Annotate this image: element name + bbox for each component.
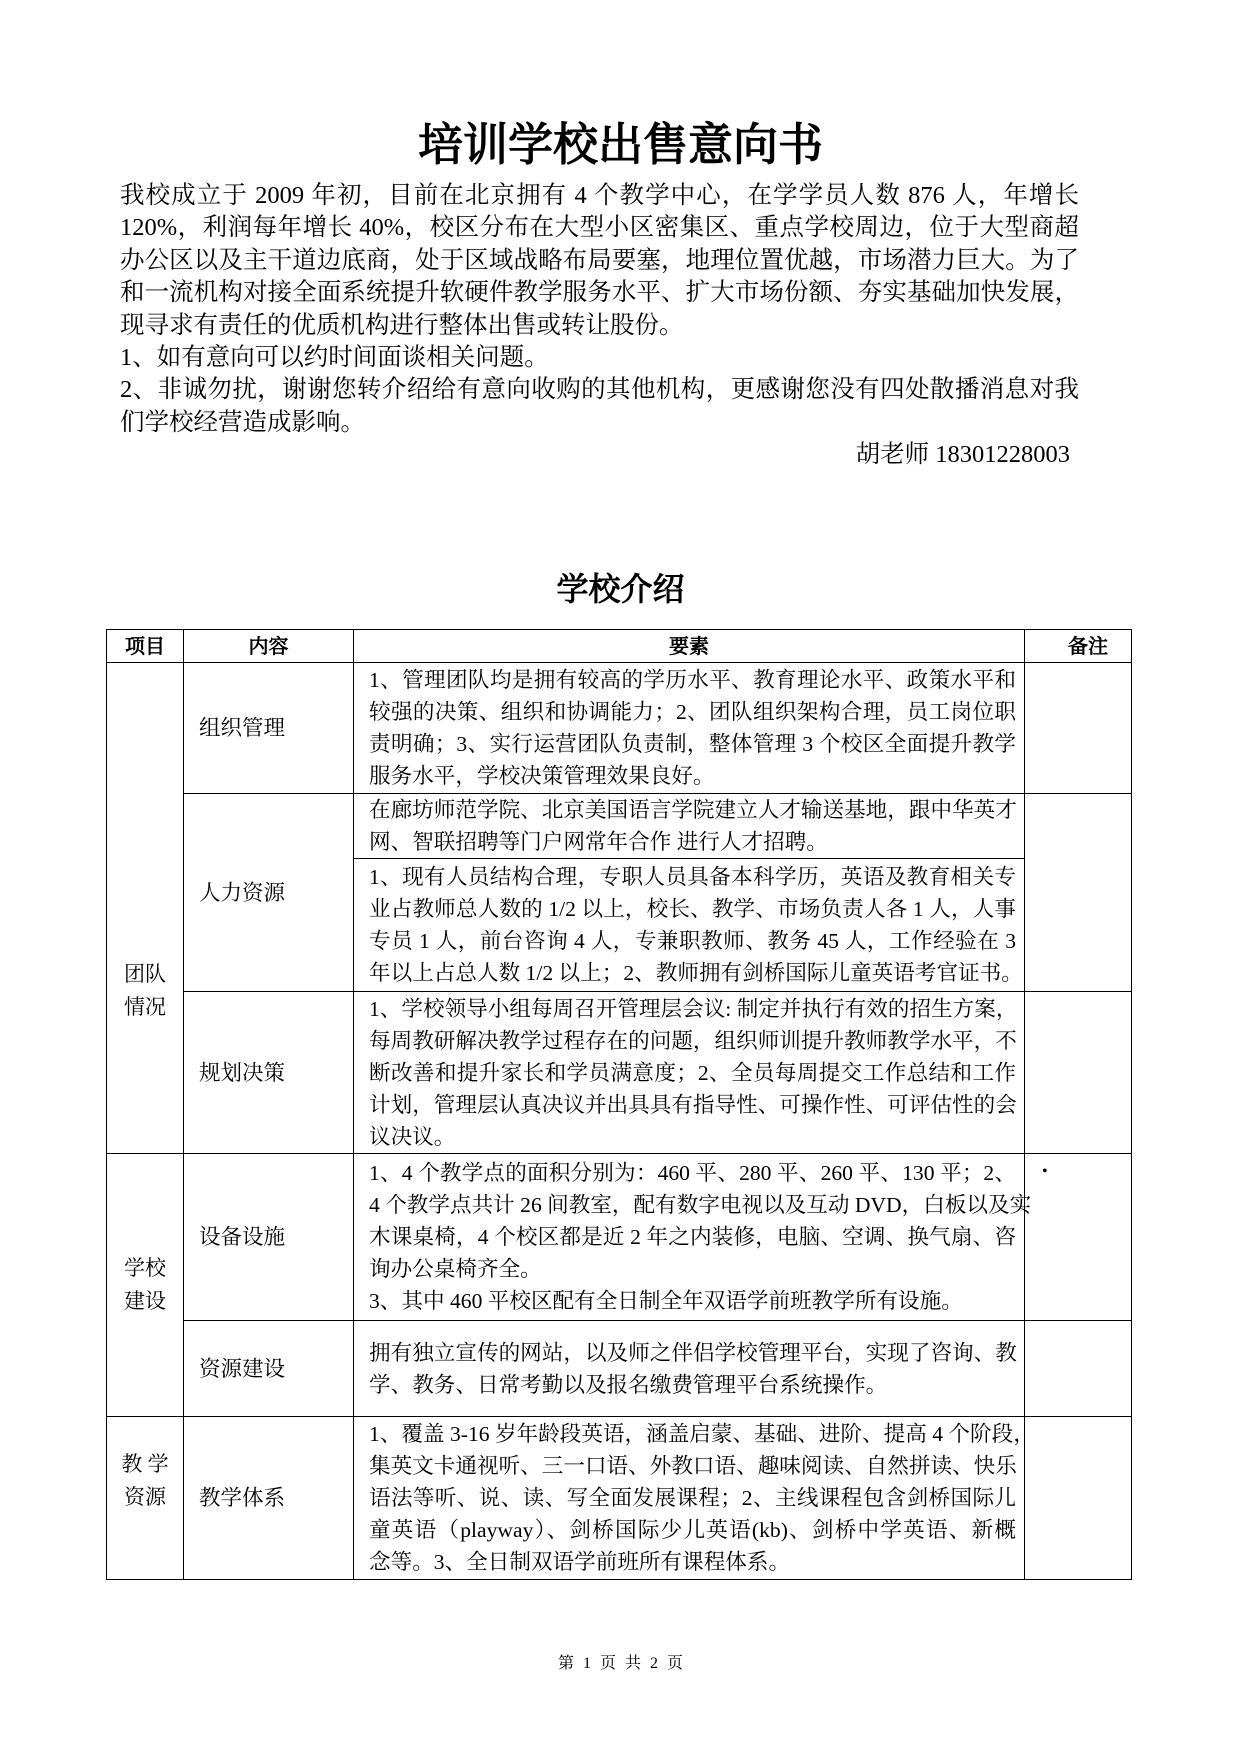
elements-line: 年以上占总人数 1/2 以上；2、教师拥有剑桥国际儿童英语考官证书。 [369, 961, 1023, 985]
group-label-line: 学校 [124, 1256, 166, 1280]
elements-line: 1、覆盖 3-16 岁年龄段英语，涵盖启蒙、基础、进阶、提高 4 个阶段， [369, 1422, 1035, 1446]
table-row [107, 992, 1132, 1154]
elements-line: 网、智联招聘等门户网常年合作 进行人才招聘。 [369, 830, 828, 854]
notes-cell [1025, 1321, 1132, 1417]
elements-line: 断改善和提升家长和学员满意度；2、全员每周提交工作总结和工作 [369, 1060, 1016, 1085]
elements-line: 1、4 个教学点的面积分别为：460 平、280 平、260 平、130 平；2、 [369, 1161, 1016, 1185]
intro-line: 我校成立于 2009 年初，目前在北京拥有 4 个教学中心，在学学员人数 876 人，年增长 [120, 182, 1079, 209]
elements-line: 3、其中 460 平校区配有全日制全年双语学前班教学所有设施。 [369, 1289, 963, 1313]
elements-line: 1、学校领导小组每周召开管理层会议: 制定并执行有效的招生方案， [369, 996, 1018, 1021]
elements-line: 计划，管理层认真决议并出具具有指导性、可操作性、可评估性的会 [369, 1092, 1017, 1117]
elements-cell [354, 992, 1025, 1154]
intro-item-2 [120, 374, 1079, 439]
elements-line: 学、教务、日常考勤以及报名缴费管理平台系统操作。 [369, 1372, 888, 1397]
table-row [107, 1321, 1132, 1417]
content-label: 设备设施 [184, 1154, 354, 1321]
elements-line: 业占教师总人数的 1/2 以上，校长、教学、市场负责人各 1 人，人事 [369, 897, 1016, 921]
elements-line: 集英文卡通视听、三一口语、外教口语、趣味阅读、自然拼读、快乐 [369, 1454, 1017, 1478]
notes-cell [1025, 992, 1132, 1154]
elements-cell [354, 794, 1025, 859]
table-row [107, 1417, 1132, 1580]
elements-line: 服务水平，学校决策管理效果良好。 [369, 764, 715, 788]
intro-item-1 [120, 342, 1079, 374]
bullet-mark: • [1042, 1163, 1048, 1180]
table-header-row [107, 630, 1132, 663]
elements-line: 每周教研解决教学过程存在的问题，组织师训提升教师教学水平，不 [369, 1028, 1017, 1053]
intro-paragraph [120, 180, 1079, 342]
table-row [107, 663, 1132, 794]
document-title: 培训学校出售意向书 [417, 118, 823, 171]
elements-line: 木课桌椅，4 个校区都是近 2 年之内装修，电脑、空调、换气扇、咨 [369, 1225, 1016, 1249]
content-label: 资源建设 [184, 1321, 354, 1417]
header-notes: 备注 [1025, 630, 1132, 663]
intro-line: 办公区以及主干道边底商，处于区域战略布局要塞，地理位置优越，市场潜力巨大。为了 [120, 246, 1079, 274]
header-item: 项目 [107, 630, 184, 663]
intro-line: 现寻求有责任的优质机构进行整体出售或转让股份。 [120, 311, 684, 339]
elements-line: 语法等听、说、读、写全面发展课程；2、主线课程包含剑桥国际儿 [369, 1486, 1016, 1510]
elements-line: 询办公桌椅齐全。 [369, 1257, 542, 1281]
elements-line: 较强的决策、组织和协调能力；2、团队组织架构合理，员工岗位职 [369, 700, 1016, 724]
elements-line: 专员 1 人，前台咨询 4 人，专兼职教师、教务 45 人，工作经验在 3 [369, 929, 1016, 953]
page-footer: 第 1 页 共 2 页 [557, 1655, 683, 1672]
intro-line: 120%，利润每年增长 40%，校区分布在大型小区密集区、重点学校周边，位于大型商超 [120, 214, 1079, 242]
group-label-line: 资源 [124, 1485, 166, 1509]
content-label: 组织管理 [184, 663, 354, 794]
intro-item-line: 们学校经营造成影响。 [120, 408, 365, 436]
elements-line: 1、管理团队均是拥有较高的学历水平、教育理论水平、政策水平和 [369, 668, 1016, 692]
school-intro-table [106, 629, 1132, 1580]
group-label-line: 情况 [124, 994, 166, 1019]
intro-text [120, 180, 1079, 472]
notes-cell [1025, 794, 1132, 992]
header-content: 内容 [184, 630, 354, 663]
elements-cell [354, 663, 1025, 794]
notes-cell [1025, 663, 1132, 794]
group-label-line: 团队 [124, 961, 166, 986]
elements-line: 责明确；3、实行运营团队负责制，整体管理 3 个校区全面提升教学 [369, 732, 1016, 756]
elements-line: 议决议。 [369, 1124, 456, 1149]
contact-signature: 胡老师 18301228003 [855, 441, 1070, 469]
content-label: 人力资源 [184, 794, 354, 992]
group-cell-team [107, 663, 184, 1154]
notes-cell [1025, 1154, 1132, 1321]
section-title: 学校介绍 [556, 570, 685, 608]
elements-cell [354, 1154, 1032, 1321]
content-label: 教学体系 [184, 1417, 354, 1580]
elements-line: 4 个教学点共计 26 间教室，配有数字电视以及互动 DVD，白板以及实 [369, 1193, 1032, 1217]
group-label-line: 教 学 [121, 1452, 169, 1476]
group-cell-teaching-resources [107, 1417, 184, 1580]
elements-cell [354, 859, 1025, 992]
table-row [107, 794, 1132, 859]
elements-cell [354, 1321, 1025, 1417]
intro-item-line: 1、如有意向可以约时间面谈相关问题。 [120, 343, 549, 371]
elements-cell [354, 1417, 1035, 1580]
intro-line: 和一流机构对接全面系统提升软硬件教学服务水平、扩大市场份额、夯实基础加快发展， [120, 279, 1079, 307]
elements-line: 在廊坊师范学院、北京美国语言学院建立人才输送基地，跟中华英才 [369, 798, 1017, 822]
elements-line: 1、现有人员结构合理，专职人员具备本科学历，英语及教育相关专 [369, 865, 1016, 889]
group-cell-school-building [107, 1154, 184, 1417]
elements-line: 念等。3、全日制双语学前班所有课程体系。 [369, 1550, 791, 1574]
intro-item-line: 2、非诚勿扰，谢谢您转介绍给有意向收购的其他机构，更感谢您没有四处散播消息对我 [120, 376, 1079, 404]
elements-line: 童英语（playway）、剑桥国际少儿英语(kb)、剑桥中学英语、新概 [369, 1518, 1016, 1542]
elements-line: 拥有独立宣传的网站，以及师之伴侣学校管理平台，实现了咨询、教 [369, 1340, 1017, 1365]
header-elements: 要素 [354, 630, 1025, 663]
table-row [107, 1154, 1132, 1321]
content-label: 规划决策 [184, 992, 354, 1154]
group-label-line: 建设 [124, 1289, 166, 1313]
notes-cell [1025, 1417, 1132, 1580]
